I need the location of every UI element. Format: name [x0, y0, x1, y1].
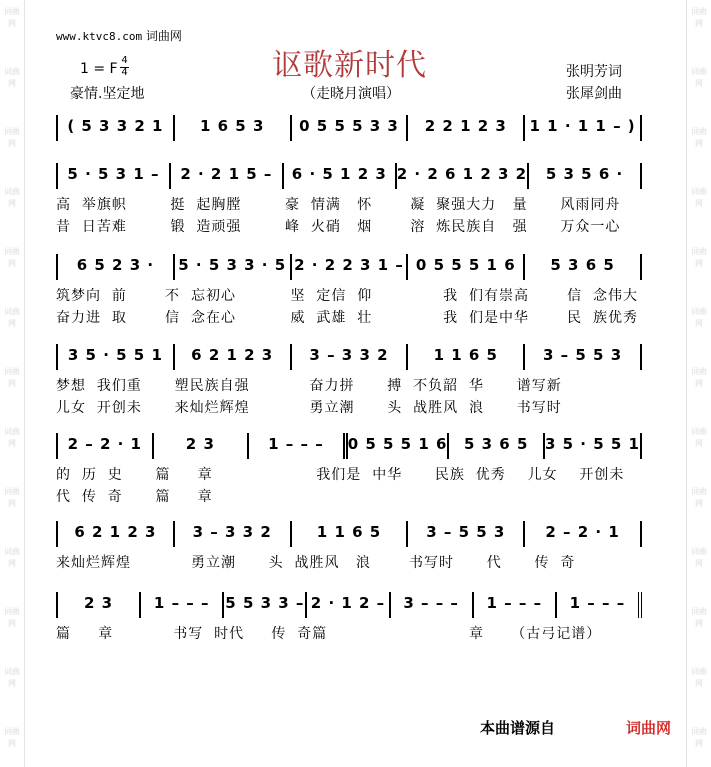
lyric-line: 儿女 开创未 来灿烂辉煌 勇立潮 头 战胜风 浪 书写时: [56, 400, 562, 416]
footer-source-label: 本曲谱源自: [480, 719, 556, 737]
measure: 2 2 1 2 3: [408, 115, 525, 141]
watermark-text: 词曲网: [691, 667, 707, 688]
measure: 2 · 2 6 1 2 3 2: [397, 163, 529, 189]
watermark-text: 词曲网: [4, 307, 20, 328]
time-signature-bottom: 4: [121, 67, 128, 78]
measure: 6 2 1 2 3: [175, 344, 292, 370]
song-title: 讴歌新时代: [272, 48, 427, 83]
watermark-text: 词曲网: [4, 367, 20, 388]
tempo-mood: 豪情.坚定地: [70, 86, 145, 102]
measure: 3 – – –: [391, 592, 474, 618]
measure: 2 3: [56, 592, 141, 618]
watermark-text: 词曲网: [4, 727, 20, 748]
lyric-line: 篇 章 书写 时代 传 奇篇 章 （古弓记谱）: [56, 626, 602, 642]
measure: 1 – – –: [249, 433, 348, 459]
measure: 3 5 · 5 5 1: [56, 344, 175, 370]
lyric-line: 高 举旗帜 挺 起胸膛 豪 情满 怀 凝 聚强大力 量 风雨同舟: [56, 197, 621, 213]
lyric-line: 代 传 奇 篇 章: [56, 489, 213, 505]
composer-credit: 张犀剑曲: [566, 86, 622, 102]
measure: 5 5 3 3 –: [224, 592, 307, 618]
lyric-line: 昔 日苦难 锻 造顽强 峰 火硝 烟 溶 炼民族自 强 万众一心: [56, 219, 621, 235]
watermark-text: 词曲网: [4, 187, 20, 208]
watermark-text: 词曲网: [4, 247, 20, 268]
measure: 3 5 · 5 5 1: [545, 433, 642, 459]
right-watermark-strip: [686, 0, 711, 767]
watermark-text: 词曲网: [691, 727, 707, 748]
watermark-text: 词曲网: [4, 7, 20, 28]
measure: 3 – 5 5 3: [408, 521, 525, 547]
watermark-text: 词曲网: [691, 607, 707, 628]
measure: 6 2 1 2 3: [56, 521, 175, 547]
measure: 1 1 6 5: [292, 521, 409, 547]
measure: 2 · 2 2 3 1 –: [292, 254, 409, 280]
site-name[interactable]: 词曲网: [145, 29, 182, 43]
watermark-text: 词曲网: [691, 307, 707, 328]
singer-credit: （走晓月演唱）: [302, 86, 400, 102]
measure: 0 5 5 5 3 3: [292, 115, 409, 141]
measure: 1 – – –: [557, 592, 642, 618]
watermark-text: 词曲网: [4, 607, 20, 628]
measure: 3 – 3 3 2: [292, 344, 409, 370]
left-watermark-strip: [0, 0, 25, 767]
notation-line: [56, 433, 642, 459]
lyric-line: 梦想 我们重 塑民族自强 奋力拼 搏 不负韶 华 谱写新: [56, 378, 562, 394]
measure: 6 · 5 1 2 3: [284, 163, 397, 189]
lyricist-credit: 张明芳词: [566, 64, 622, 80]
watermark-text: 词曲网: [691, 67, 707, 88]
site-header: [56, 27, 182, 44]
time-signature: [120, 56, 129, 78]
watermark-text: 词曲网: [691, 187, 707, 208]
measure: ( 5 3 3 2 1: [56, 115, 175, 141]
measure: 5 · 5 3 3 · 5: [175, 254, 292, 280]
lyric-line: 的 历 史 篇 章 我们是 中华 民族 优秀 儿女 开创未: [56, 467, 625, 483]
watermark-text: 词曲网: [4, 67, 20, 88]
measure: 2 3: [154, 433, 250, 459]
watermark-text: 词曲网: [4, 127, 20, 148]
measure: 0 5 5 5 1 6: [408, 254, 525, 280]
measure: 3 – 5 5 3: [525, 344, 642, 370]
measure: 0 5 5 5 1 6: [348, 433, 450, 459]
notation-line: [56, 344, 642, 370]
lyric-line: 筑梦向 前 不 忘初心 坚 定信 仰 我 们有崇高 信 念伟大: [56, 288, 639, 304]
key-signature: 1 = F: [80, 61, 118, 77]
watermark-text: 词曲网: [691, 127, 707, 148]
measure: 2 · 1 2 –: [307, 592, 390, 618]
measure: 2 – 2 · 1: [525, 521, 642, 547]
watermark-text: 词曲网: [691, 547, 707, 568]
watermark-text: 词曲网: [4, 547, 20, 568]
notation-line: [56, 592, 642, 618]
footer-logo[interactable]: 词曲网: [626, 719, 672, 737]
measure: 6 5 2 3 ·: [56, 254, 175, 280]
measure: 3 – 3 3 2: [175, 521, 292, 547]
watermark-text: 词曲网: [4, 427, 20, 448]
watermark-text: 词曲网: [691, 367, 707, 388]
time-signature-top: 4: [121, 55, 128, 66]
watermark-text: 词曲网: [691, 487, 707, 508]
site-url[interactable]: www.ktvc8.com: [56, 30, 143, 43]
notation-line: [56, 115, 642, 141]
measure: 1 1 · 1 1 – ): [525, 115, 642, 141]
measure: 1 6 5 3: [175, 115, 292, 141]
watermark-text: 词曲网: [4, 667, 20, 688]
watermark-text: 词曲网: [691, 247, 707, 268]
measure: 1 – – –: [474, 592, 557, 618]
lyric-line: 来灿烂辉煌 勇立潮 头 战胜风 浪 书写时 代 传 奇: [56, 555, 576, 571]
measure: 1 – – –: [141, 592, 224, 618]
measure: 1 1 6 5: [408, 344, 525, 370]
lyric-line: 奋力进 取 信 念在心 威 武雄 壮 我 们是中华 民 族优秀: [56, 310, 639, 326]
notation-line: [56, 254, 642, 280]
measure: 2 – 2 · 1: [56, 433, 154, 459]
measure: 5 · 5 3 1 –: [56, 163, 171, 189]
watermark-text: 词曲网: [691, 427, 707, 448]
measure: 5 3 6 5: [449, 433, 545, 459]
notation-line: [56, 521, 642, 547]
measure: 2 · 2 1 5 –: [171, 163, 284, 189]
watermark-text: 词曲网: [691, 7, 707, 28]
notation-line: [56, 163, 642, 189]
watermark-text: 词曲网: [4, 487, 20, 508]
measure: 5 3 6 5: [525, 254, 642, 280]
measure: 5 3 5 6 ·: [529, 163, 642, 189]
